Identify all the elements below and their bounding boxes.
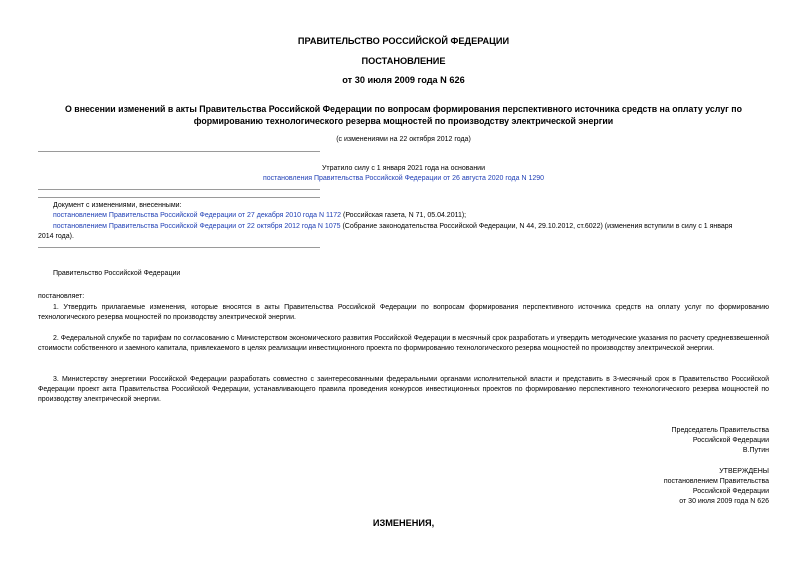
signature-org: Российской Федерации — [692, 437, 769, 444]
divider — [38, 247, 320, 248]
signature-position: Председатель Правительства — [671, 427, 769, 434]
amendment-source-1: (Российская газета, N 71, 05.04.2011); — [341, 212, 467, 219]
divider — [38, 189, 320, 190]
repeal-decree-link[interactable]: постановления Правительства Российской Федерации от 26 августа 2020 года N 1290 — [262, 175, 545, 182]
title-line-1: О внесении изменений в акты Правительства Российской Федерации по вопросам формирования перспективного источника средств на оплату услуг по — [65, 104, 742, 114]
signature-name: В.Путин — [742, 447, 769, 454]
edition-note: (с изменениями на 22 октября 2012 года) — [336, 136, 471, 143]
date-number-heading: от 30 июля 2009 года N 626 — [342, 75, 465, 85]
doc-type-heading: ПОСТАНОВЛЕНИЕ — [361, 56, 446, 66]
amendment-item-2-continued: 2014 года). — [38, 233, 74, 240]
amendments-intro: Документ с изменениями, внесенными: — [53, 202, 182, 209]
approved-org: Российской Федерации — [692, 488, 769, 495]
paragraph-3: 3. Министерству энергетики Российской Федерации разработать совместно с заинтересованными федеральными органами исполнительной власти и представить в 3-месячный срок в Правительство Российской Федерации проект акта Правительства Российской Федерации, устанавливающего правила проведения конкурсов инвестиционных проектов по формированию перспективного технологического резерва мощностей по производству электрической энергии. — [38, 376, 769, 403]
org-heading: ПРАВИТЕЛЬСТВО РОССИЙСКОЙ ФЕДЕРАЦИИ — [297, 36, 510, 46]
title-line-2: формированию технологического резерва мощностей по производству электрической энергии — [193, 116, 614, 126]
amendment-item-1 — [53, 211, 769, 221]
approved-by: постановлением Правительства — [663, 478, 769, 485]
decrees-label: постановляет: — [38, 293, 85, 300]
divider — [38, 151, 320, 152]
government-label: Правительство Российской Федерации — [53, 270, 181, 277]
status-text: Утратило силу с 1 января 2021 года на основании — [321, 165, 486, 172]
approved-label: УТВЕРЖДЕНЫ — [719, 468, 769, 475]
amendment-source-2: (Собрание законодательства Российской Федерации, N 44, 29.10.2012, ст.6022) (изменения вступили в силу с 1 января — [340, 223, 733, 230]
amendment-item-2 — [53, 222, 769, 232]
amendment-link-1075[interactable]: постановлением Правительства Российской Федерации от 22 октября 2012 года N 1075 — [53, 223, 341, 230]
paragraph-1: 1. Утвердить прилагаемые изменения, которые вносятся в акты Правительства Российской Федерации по вопросам формирования перспективного источника средств на оплату услуг по формированию технологического резерва мощностей по производству электрической энергии. — [38, 304, 769, 321]
amendment-link-1172[interactable]: постановлением Правительства Российской Федерации от 27 декабря 2010 года N 1172 — [53, 212, 342, 219]
divider — [38, 197, 320, 198]
paragraph-2: 2. Федеральной службе по тарифам по согласованию с Министерством экономического развития Российской Федерации в месячный срок разработать и утвердить методические указания по расчету средневзвешенной стоимости собственного и заемного капитала, привлекаемого в целях реализации инвестиционного проекта по формированию технологического резерва мощностей по производству электрической энергии. — [38, 335, 769, 352]
approved-date: от 30 июля 2009 года N 626 — [679, 498, 769, 505]
changes-heading: ИЗМЕНЕНИЯ, — [372, 518, 435, 528]
